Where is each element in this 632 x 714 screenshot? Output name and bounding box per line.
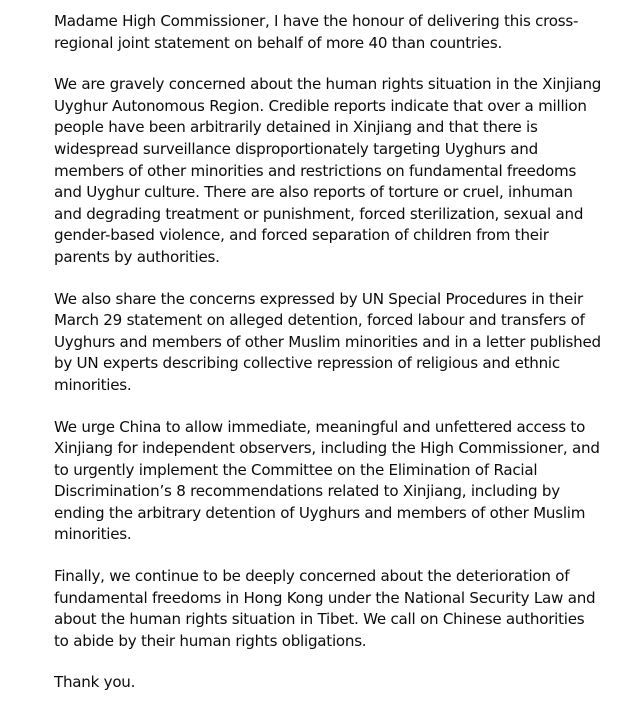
paragraph-opening: Madame High Commissioner, I have the honour of delivering this cross-regional joint statement on behalf of more 40 than countries. [54,12,579,52]
statement-body [54,11,602,714]
paragraph-closing: Thank you. [54,673,136,692]
paragraph-urge-china: We urge China to allow immediate, meaningful and unfettered access to Xinjiang for independent observers, including the High Commissioner, and to urgently implement the Committee on the Elimination of Racial Discrimination’s 8 recommendations related to Xinjiang, including by ending the arbitrary detention of Uyghurs and members of other Muslim minorities. [54,417,600,544]
paragraph-hong-kong-tibet: Finally, we continue to be deeply concerned about the deterioration of fundamental freedoms in Hong Kong under the National Security Law and about the human rights situation in Tibet. We call on Chinese authorities to abide by their human rights obligations. [54,567,596,650]
paragraph-xinjiang-concerns: We are gravely concerned about the human rights situation in the Xinjiang Uyghur Autonomous Region. Credible reports indicate that over a million people have been arbitrarily detained in Xinjiang and that there is widespread surveillance disproportionately targeting Uyghurs and members of other minorities and restrictions on fundamental freedoms and Uyghur culture. There are also reports of torture or cruel, inhuman and degrading treatment or punishment, forced sterilization, sexual and gender-based violence, and forced separation of children from their parents by authorities. [54,75,602,266]
paragraph-special-procedures: We also share the concerns expressed by UN Special Procedures in their March 29 statement on alleged detention, forced labour and transfers of Uyghurs and members of other Muslim minorities and in a letter published by UN experts describing collective repression of religious and ethnic minorities. [54,289,601,394]
